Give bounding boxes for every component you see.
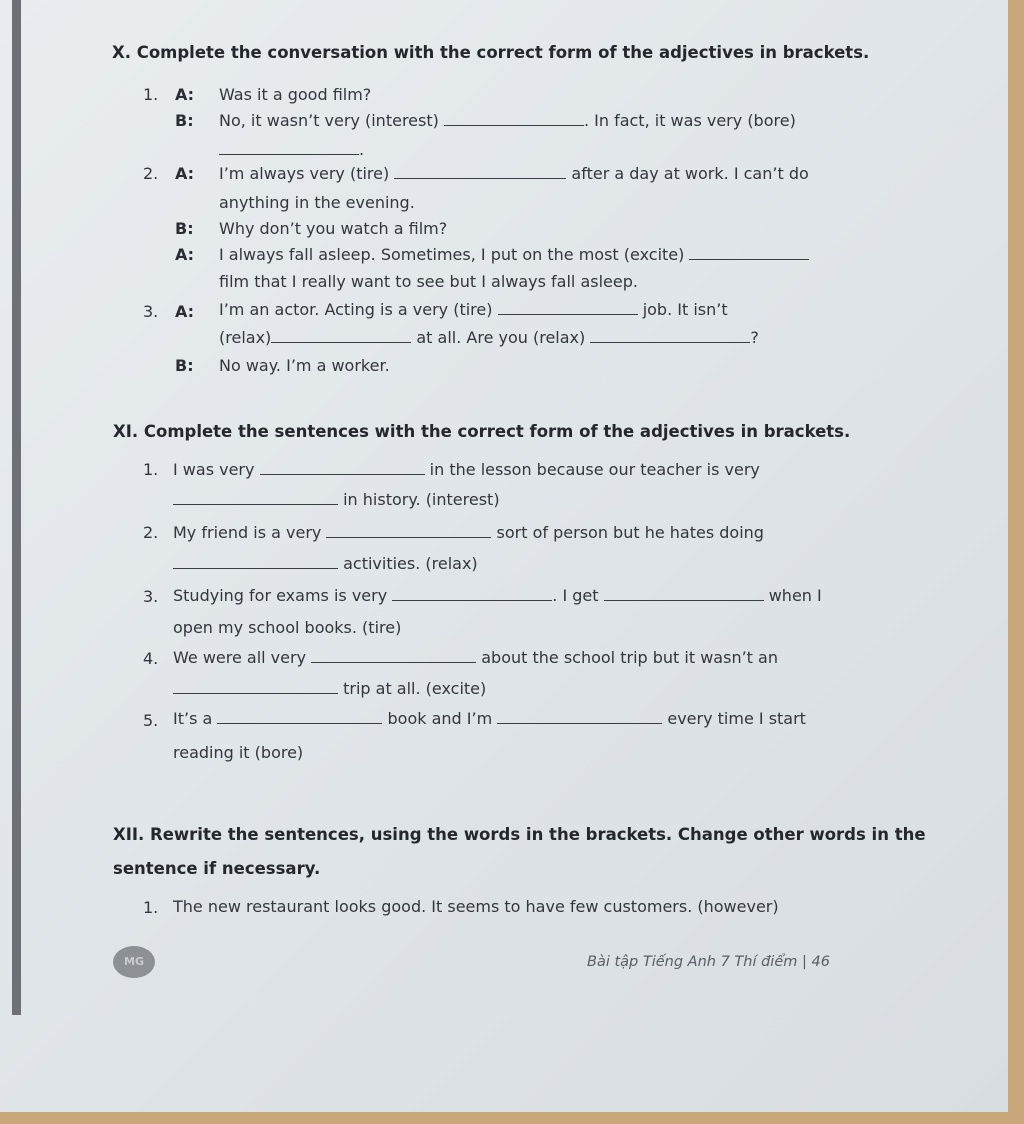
x-q2-a-text-2: after a day at work. I can’t do: [571, 164, 809, 183]
binding-edge: [12, 0, 21, 1015]
xi-item-2-t1: My friend is a very: [173, 523, 322, 542]
xi-item-4-number: 4.: [143, 649, 159, 668]
xi-item-1-t1: I was very: [173, 460, 255, 479]
x-q2-a2-text-1: I always fall asleep. Sometimes, I put on the most (excite): [219, 245, 685, 264]
x-q2-a-line: [219, 164, 809, 183]
x-q3-a-text-2: job. It isn’t: [642, 300, 728, 319]
x-q3-a-line: [219, 300, 728, 319]
answer-blank[interactable]: [326, 525, 491, 538]
x-q2-a-text-1: I’m always very (tire): [219, 164, 390, 183]
xi-item-3-number: 3.: [143, 587, 159, 606]
x-q2-b-text: Why don’t you watch a film?: [219, 219, 448, 238]
xi-item-2-t3: activities. (relax): [343, 554, 478, 573]
answer-blank[interactable]: [444, 113, 584, 126]
answer-blank[interactable]: [394, 166, 566, 179]
section-xii-title-line-1: XII. Rewrite the sentences, using the words in the brackets. Change other words in the: [113, 825, 926, 844]
answer-blank[interactable]: [173, 492, 338, 505]
xi-item-1-line-2: [173, 490, 500, 509]
x-q1-speaker-a: A:: [175, 85, 195, 104]
answer-blank[interactable]: [219, 142, 359, 155]
x-q1-b-text-2: . In fact, it was very (bore): [583, 111, 796, 130]
x-q2-speaker-a2: A:: [175, 245, 195, 264]
xi-item-2-line-1: [173, 523, 764, 542]
x-q2-a2-text-2: film that I really want to see but I always fall asleep.: [219, 272, 638, 291]
answer-blank[interactable]: [311, 650, 476, 663]
xi-item-5-t1: It’s a: [173, 709, 213, 728]
xii-item-1-text: The new restaurant looks good. It seems to have few customers. (however): [173, 897, 779, 916]
answer-blank[interactable]: [260, 462, 425, 475]
answer-blank[interactable]: [392, 588, 552, 601]
x-q3-number: 3.: [143, 302, 159, 321]
x-q3-a-text-1: I’m an actor. Acting is a very (tire): [219, 300, 493, 319]
xi-item-4-t1: We were all very: [173, 648, 307, 667]
xi-item-3-t1: Studying for exams is very: [173, 586, 388, 605]
x-q2-a2-line: [219, 245, 809, 264]
x-q3-a-text-4: at all. Are you (relax): [416, 328, 586, 347]
answer-blank[interactable]: [689, 247, 809, 260]
xi-item-2-line-2: [173, 554, 478, 573]
answer-blank[interactable]: [497, 711, 662, 724]
xi-item-2-number: 2.: [143, 523, 159, 542]
x-q2-number: 2.: [143, 164, 159, 183]
xi-item-2-t2: sort of person but he hates doing: [496, 523, 764, 542]
x-q1-b-text-3: .: [359, 140, 365, 159]
x-q1-a-text: Was it a good film?: [219, 85, 372, 104]
xi-item-4-line-1: [173, 648, 778, 667]
x-q2-a-text-3: anything in the evening.: [219, 193, 415, 212]
answer-blank[interactable]: [604, 588, 764, 601]
xi-item-3-line-1: [173, 586, 822, 605]
xi-item-1-t3: in history. (interest): [343, 490, 500, 509]
footer-page-label: Bài tập Tiếng Anh 7 Thí điểm | 46: [587, 954, 830, 970]
x-q3-b-text: No way. I’m a worker.: [219, 356, 390, 375]
xi-item-4-t3: trip at all. (excite): [343, 679, 487, 698]
xi-item-5-t4: reading it (bore): [173, 743, 304, 762]
answer-blank[interactable]: [271, 330, 411, 343]
x-q3-speaker-a: A:: [175, 302, 195, 321]
xi-item-1-number: 1.: [143, 460, 159, 479]
publisher-logo-icon: MG: [113, 946, 155, 978]
x-q1-b-line-2: [219, 140, 364, 159]
xi-item-3-t3: when I: [768, 586, 822, 605]
xi-item-5-t2: book and I’m: [387, 709, 493, 728]
answer-blank[interactable]: [590, 330, 750, 343]
xi-item-5-line-1: [173, 709, 806, 728]
x-q3-speaker-b: B:: [175, 356, 194, 375]
x-q3-a-text-3: (relax): [219, 328, 272, 347]
x-q1-b-line: [219, 111, 796, 130]
x-q3-a-text-5: ?: [750, 328, 759, 347]
xi-item-3-t4: open my school books. (tire): [173, 618, 402, 637]
answer-blank[interactable]: [498, 302, 638, 315]
section-x-title: X. Complete the conversation with the correct form of the adjectives in brackets.: [112, 43, 870, 62]
section-xi-title: XI. Complete the sentences with the correct form of the adjectives in brackets.: [113, 422, 851, 441]
xi-item-5-number: 5.: [143, 711, 159, 730]
xi-item-4-line-2: [173, 679, 486, 698]
xi-item-1-t2: in the lesson because our teacher is very: [429, 460, 760, 479]
x-q1-speaker-b: B:: [175, 111, 194, 130]
x-q1-number: 1.: [143, 85, 159, 104]
xi-item-4-t2: about the school trip but it wasn’t an: [481, 648, 778, 667]
xii-item-1-number: 1.: [143, 898, 159, 917]
answer-blank[interactable]: [173, 556, 338, 569]
section-xii-title-line-2: sentence if necessary.: [113, 859, 321, 878]
x-q2-speaker-a: A:: [175, 164, 195, 183]
xi-item-1-line-1: [173, 460, 760, 479]
xi-item-5-t3: every time I start: [667, 709, 806, 728]
x-q3-a-line-2: [219, 328, 759, 347]
xi-item-3-t2: . I get: [552, 586, 599, 605]
x-q2-speaker-b: B:: [175, 219, 194, 238]
answer-blank[interactable]: [173, 681, 338, 694]
answer-blank[interactable]: [217, 711, 382, 724]
x-q1-b-text-1: No, it wasn’t very (interest): [219, 111, 439, 130]
